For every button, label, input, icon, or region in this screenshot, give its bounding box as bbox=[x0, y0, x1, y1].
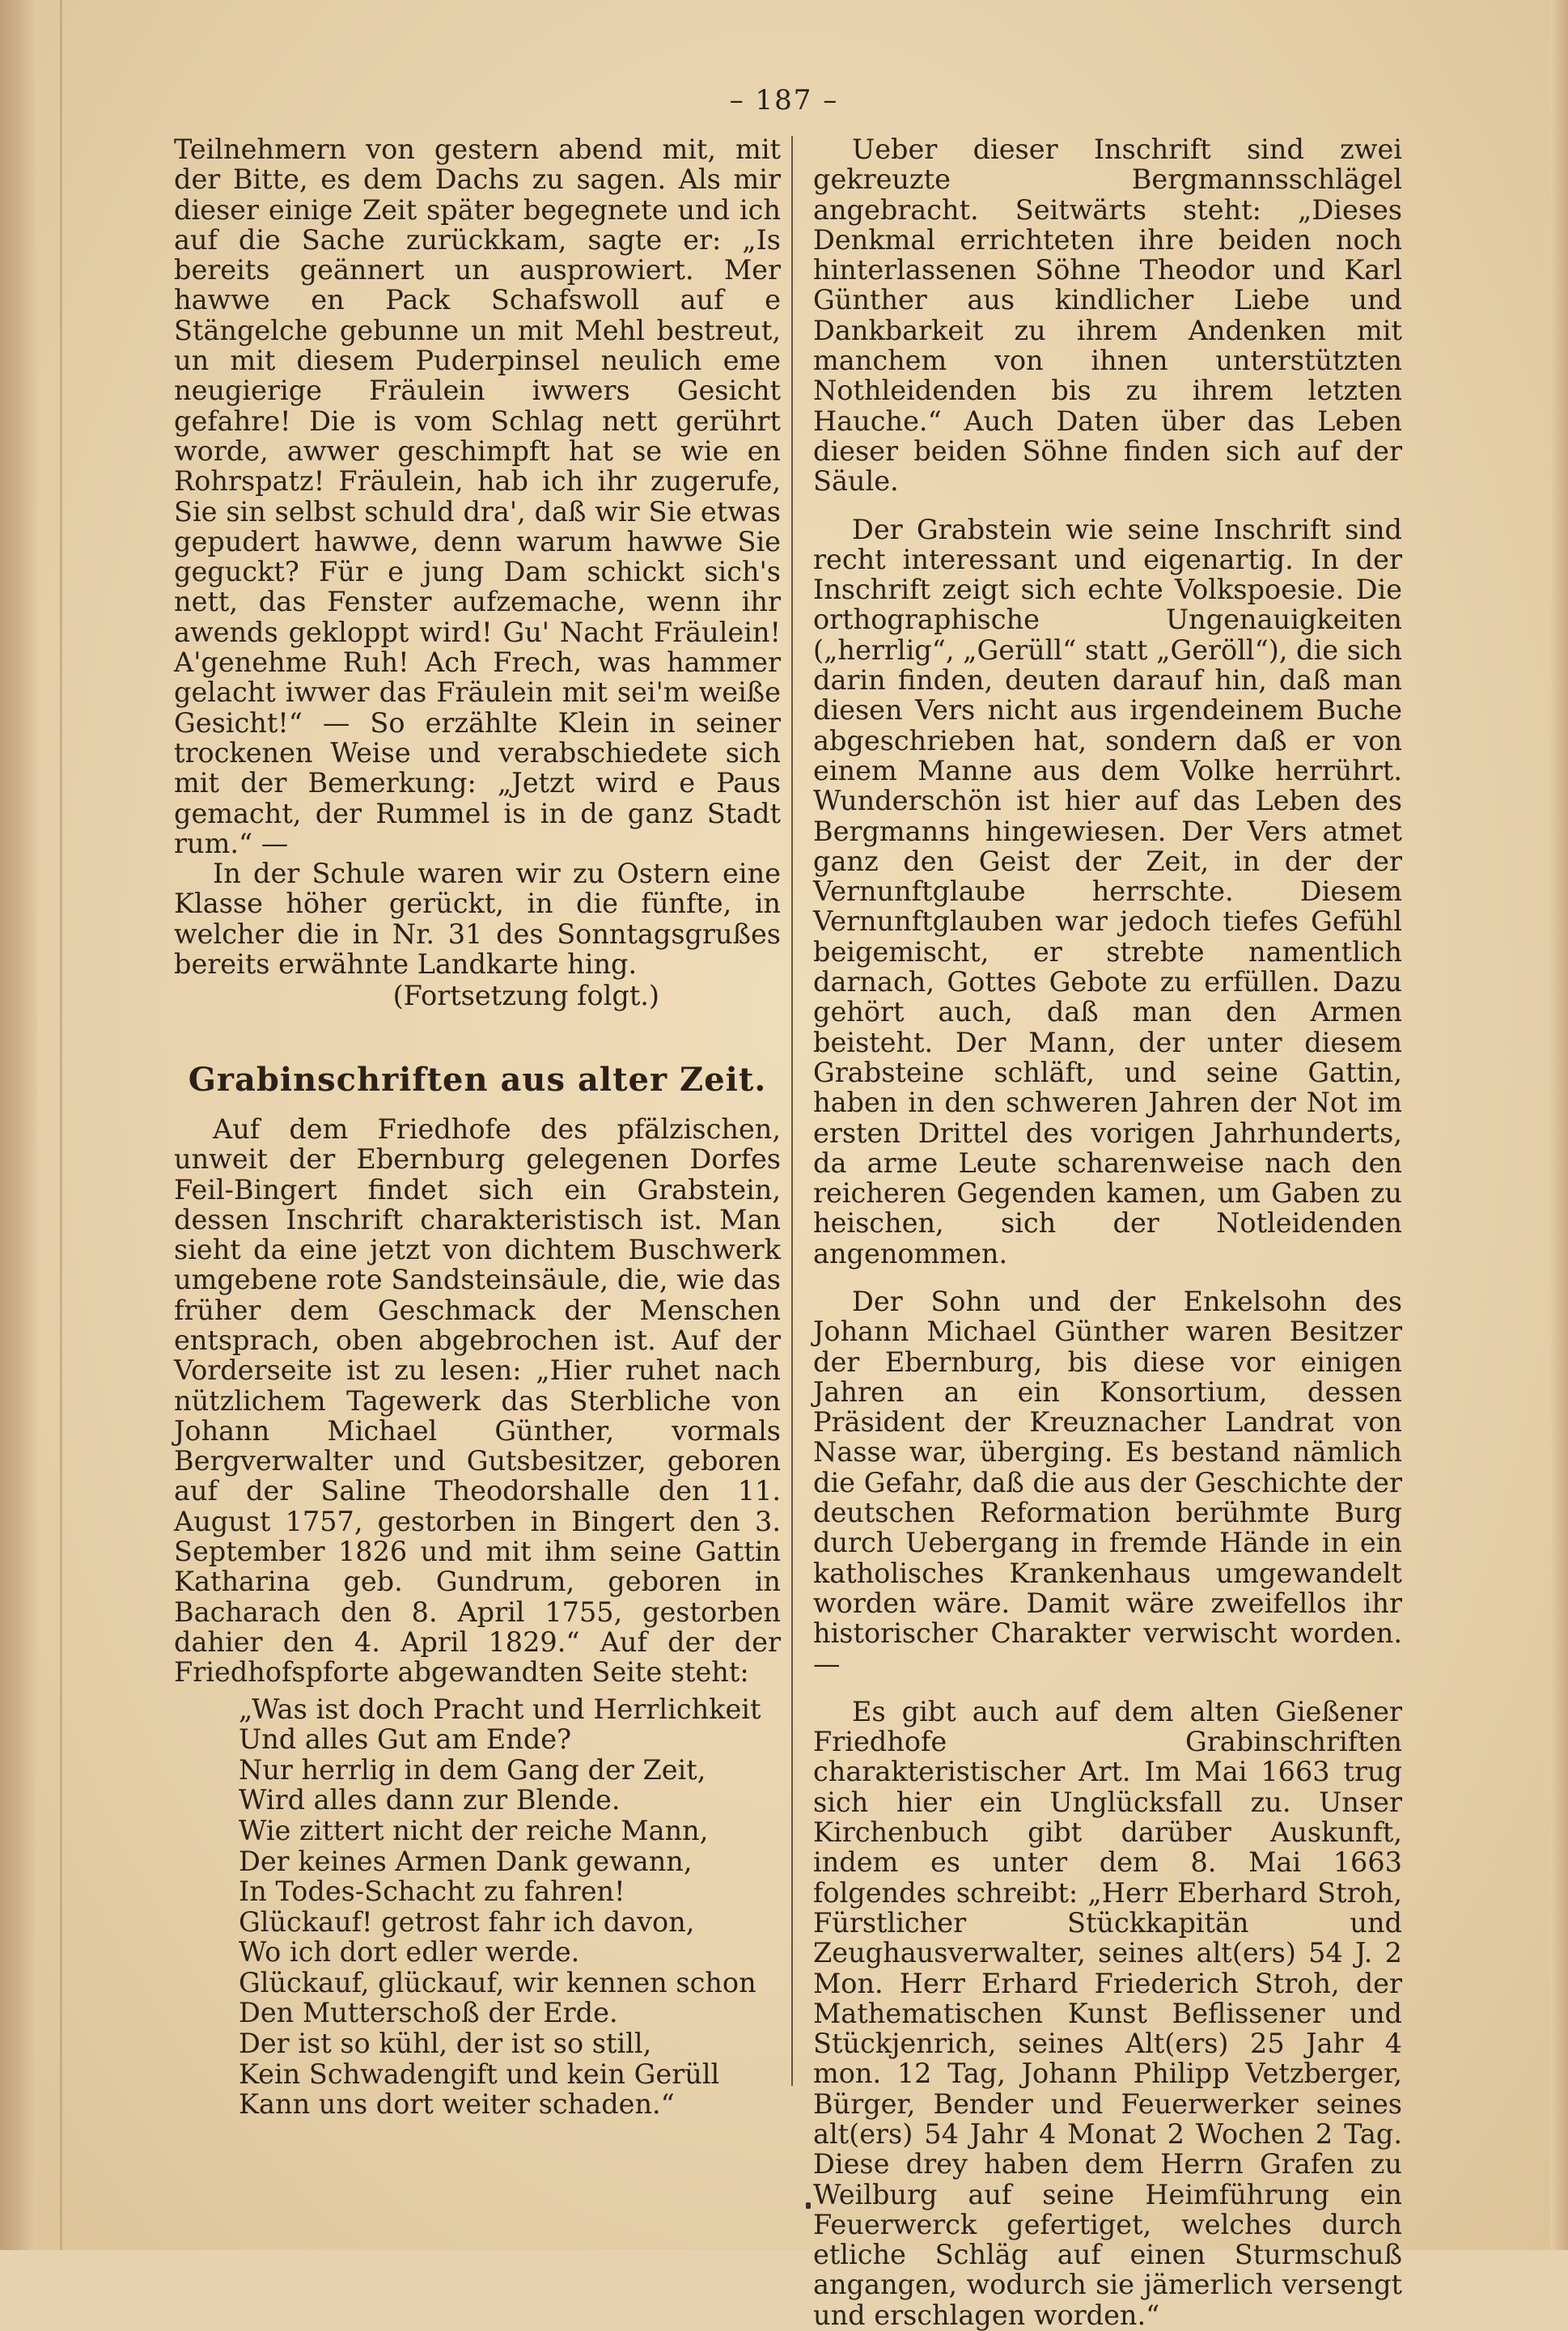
poem-line: Der ist so kühl, der ist so still, bbox=[239, 2028, 652, 2060]
article-paragraph-giessen: Es gibt auch auf dem alten Gießener Friedhofe Grabinschriften charakteristischer Art. Im Mai 1663 trug sich hier ein Unglücksfall zu. Unser Kirchenbuch gibt darüber Auskunft, indem es unter dem 8. Mai 1663 folgendes schreibt: „Herr Eberhard Stroh, Fürstlicher Stückkapitän und Zeughausverwalter, seines alt(ers) 54 J. 2 Mon. Herr Erhard Friederich Stroh, der Mathematischen Kunst Beflissener und Stückjenrich, seines Alt(ers) 25 Jahr 4 mon. 12 Tag, Johann Philipp Vetzberger, Bürger, Bender und Feuerwerker seines alt(ers) 54 Jahr 4 Monat 2 Wochen 2 Tag. Diese drey haben dem Herrn Grafen zu Weilburg auf seine Heimführung ein Feuerwerck gefertiget, welches durch etliche Schläg auf einen Sturmschuß angangen, wodurch sie jämerlich versengt und erschlagen worden.“ bbox=[813, 1695, 1402, 2331]
poem-line: Der keines Armen Dank gewann, bbox=[239, 1845, 693, 1877]
poem-line: Glückauf, glückauf, wir kennen schon bbox=[239, 1966, 756, 1998]
poem-line: Wo ich dort edler werde. bbox=[239, 1936, 580, 1969]
poem-line: Nur herrlig in dem Gang der Zeit, bbox=[239, 1753, 706, 1786]
article-paragraph-inscription: Ueber dieser Inschrift sind zwei gekreuzte Bergmannsschlägel angebracht. Seitwärts steht: „Dieses Denkmal errichteten ihre beiden noch hinterlassenen Söhne Theodor und Karl Günther aus kindlicher Liebe und Dankbarkeit zu ihrem Andenken mit manchem von ihnen unterstützten Nothleidenden bis zu ihrem letzten Hauche.“ Auch Daten über das Leben dieser beiden Söhne finden sich auf der Säule. bbox=[813, 134, 1402, 498]
poem-line: Kann uns dort weiter schaden.“ bbox=[239, 2088, 675, 2121]
article-heading: Grabinschriften aus alter Zeit. bbox=[188, 1060, 767, 1099]
poem-line: „Was ist doch Pracht und Herrlichkeit bbox=[239, 1693, 761, 1725]
page-right-edge bbox=[1550, 0, 1568, 2250]
poem-line: Wird alles dann zur Blende. bbox=[239, 1784, 621, 1816]
article-paragraph-analysis: Der Grabstein wie seine Inschrift sind recht interessant und eigenartig. In der Inschrift zeigt sich echte Volkspoesie. Die orthographische Ungenauigkeiten („herrlig“, „Gerüll“ statt „Geröll“), die sich darin finden, deuten darauf hin, daß man diesen Vers nicht aus irgendeinem Buche abgeschrieben hat, sondern daß er von einem Manne aus dem Volke herrührt. Wunderschön ist hier auf das Leben des Bergmanns hingewiesen. Der Vers atmet ganz den Geist der Zeit, in der der Vernunftglaube herrschte. Diesem Vernunftglauben war jedoch tiefes Gefühl beigemischt, er strebte namentlich darnach, Gottes Gebote zu erfüllen. Dazu gehört auch, daß man den Armen beisteht. Der Mann, der unter diesem Grabsteine schläft, und seine Gattin, haben in den schweren Jahren der Not im ersten Drittel des vorigen Jahrhunderts, da arme Leute scharenweise nach den reicheren Gegenden kamen, um Gaben zu heischen, sich der Notleidenden angenommen. bbox=[813, 513, 1403, 1269]
poem-line: Kein Schwadengift und kein Gerüll bbox=[239, 2058, 720, 2090]
page-fold-line bbox=[60, 0, 62, 2250]
poem-line: Den Mutterschoß der Erde. bbox=[239, 1997, 618, 2029]
column-divider bbox=[791, 136, 793, 2086]
poem-line: In Todes-Schacht zu fahren! bbox=[239, 1875, 625, 1908]
poem-line: Wie zittert nicht der reiche Mann, bbox=[239, 1814, 709, 1846]
article-paragraph-intro: Auf dem Friedhofe des pfälzischen, unweit der Ebernburg gelegenen Dorfes Feil-Bingert findet sich ein Grabstein, dessen Inschrift charakteristisch ist. Man sieht da eine jetzt von dichtem Buschwerk umgebene rote Sandsteinsäule, die, wie das früher dem Geschmack der Menschen entsprach, oben abgebrochen ist. Auf der Vorderseite ist zu lesen: „Hier ruhet nach nützlichem Tagewerk das Sterbliche von Johann Michael Günther, vormals Bergverwalter und Gutsbesitzer, geboren auf der Saline Theodorshalle den 11. August 1757, gestorben in Bingert den 3. September 1826 und mit ihm seine Gattin Katharina geb. Gundrum, geboren in Bacharach den 8. April 1755, gestorben dahier den 4. April 1829.“ Auf der der Friedhofspforte abgewandten Seite steht: bbox=[174, 1113, 781, 1689]
article-paragraph-ebernburg: Der Sohn und der Enkelsohn des Johann Michael Günther waren Besitzer der Ebernburg, bis diese vor einigen Jahren an ein Konsortium, dessen Präsident der Kreuznacher Landrat von Nasse war, überging. Es bestand nämlich die Gefahr, daß die aus der Geschichte der deutschen Reformation berühmte Burg durch Uebergang in fremde Hände in ein katholisches Krankenhaus umgewandelt worden wäre. Damit wäre zweifellos ihr historischer Charakter verwischt worden. — bbox=[813, 1285, 1402, 1680]
poem-line: Und alles Gut am Ende? bbox=[239, 1723, 572, 1756]
grave-poem bbox=[239, 1694, 781, 2120]
ink-speck bbox=[806, 2202, 811, 2209]
poem-line: Glückauf! getrost fahr ich davon, bbox=[239, 1905, 695, 1938]
continuation-note: (Fortsetzung folgt.) bbox=[392, 980, 659, 1012]
page-binding-edge bbox=[0, 0, 37, 2250]
page-number: – 187 – bbox=[729, 84, 839, 117]
article-paragraph-school: In der Schule waren wir zu Ostern eine Klasse höher gerückt, in die fünfte, in welcher die in Nr. 31 des Sonntagsgrußes bereits erwähnte Landkarte hing. bbox=[174, 858, 781, 981]
left-column bbox=[174, 134, 781, 2120]
article-paragraph-continued: Teilnehmern von gestern abend mit, mit der Bitte, es dem Dachs zu sagen. Als mir dieser einige Zeit später begegnete und ich auf die Sache zurückkam, sagte er: „Is bereits geännert un ausprowiert. Mer hawwe en Pack Schafswoll auf e Stängelche gebunne un mit Mehl bestreut, un mit diesem Puderpinsel neulich eme neugierige Fräulein iwwers Gesicht gefahre! Die is vom Schlag nett gerührt worde, awwer geschimpft hat se wie en Rohrspatz! Fräulein, hab ich ihr zugerufe, Sie sin selbst schuld dra', daß wir Sie etwas gepudert hawwe, denn warum hawwe Sie geguckt? Für e jung Dam schickt sich's nett, das Fenster aufzemache, wenn ihr awends gekloppt wird! Gu' Nacht Fräulein! A'genehme Ruh! Ach Frech, was hammer gelacht iwwer das Fräulein mit sei'm weiße Gesicht!“ — So erzählte Klein in seiner trockenen Weise und verabschiedete sich mit der Bemerkung: „Jetzt wird e Paus gemacht, der Rummel is in de ganz Stadt rum.“ — bbox=[174, 134, 781, 859]
right-column bbox=[813, 134, 1402, 2330]
